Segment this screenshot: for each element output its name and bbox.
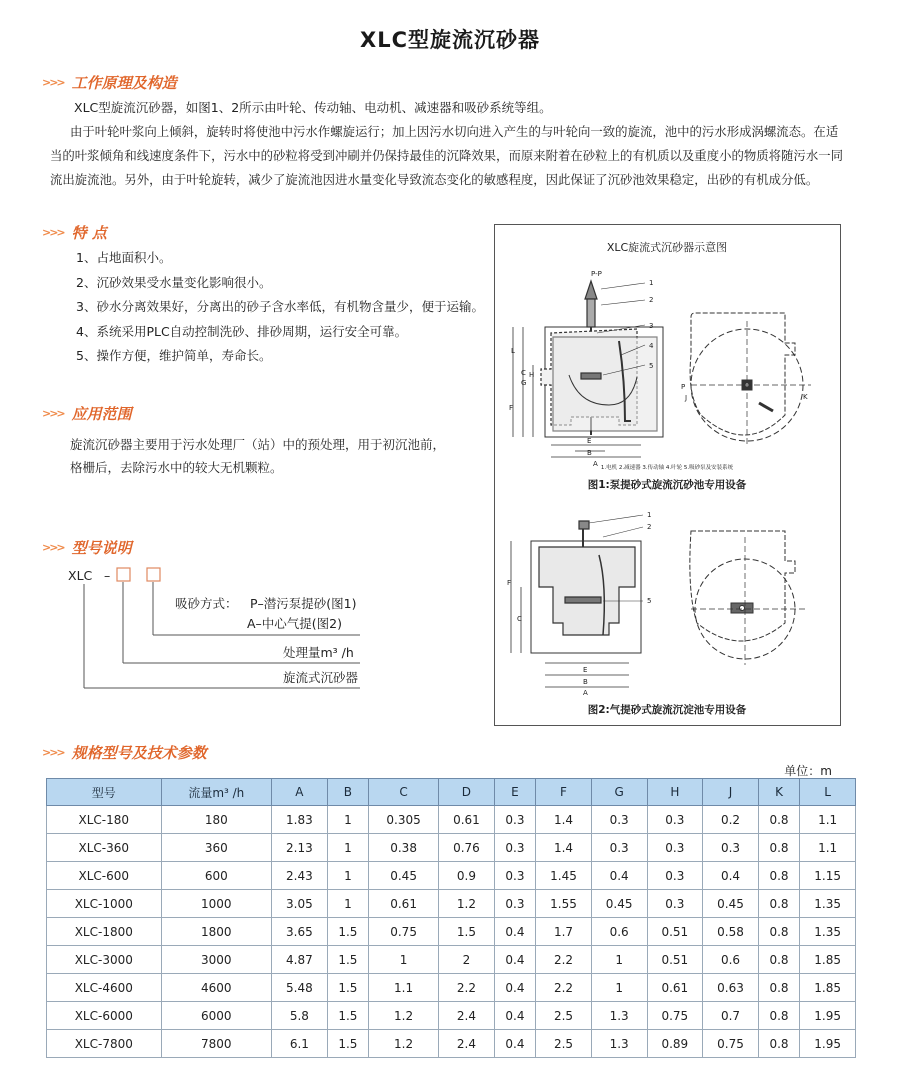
section-bullet-icon: >>> xyxy=(42,406,64,420)
table-cell: 0.2 xyxy=(703,806,759,834)
table-cell: XLC-360 xyxy=(47,834,162,862)
table-cell: 2.4 xyxy=(439,1002,495,1030)
table-cell: 4.87 xyxy=(272,946,328,974)
table-cell: 1 xyxy=(327,834,368,862)
table-cell: 1.95 xyxy=(800,1002,856,1030)
model-code-diagram xyxy=(0,560,480,700)
table-cell: 0.3 xyxy=(647,806,703,834)
table-cell: 0.4 xyxy=(494,974,535,1002)
list-item: 2、沉砂效果受水量变化影响很小。 xyxy=(76,274,272,290)
table-cell: 0.3 xyxy=(647,862,703,890)
spec-table xyxy=(46,778,856,1058)
dim-label: F xyxy=(507,579,512,587)
section-bullet-icon: >>> xyxy=(42,75,64,89)
table-cell: 0.75 xyxy=(369,918,439,946)
table-cell: 1800 xyxy=(161,918,271,946)
table-cell: 0.8 xyxy=(758,918,799,946)
column-header: K xyxy=(758,779,799,806)
dim-label: B xyxy=(587,449,592,457)
table-cell: 1.5 xyxy=(439,918,495,946)
table-cell: 0.9 xyxy=(439,862,495,890)
suction-option-a: A–中心气提(图2) xyxy=(247,616,343,631)
dim-label: L xyxy=(511,347,515,355)
table-cell: 0.75 xyxy=(703,1030,759,1058)
principle-text xyxy=(50,96,843,192)
schematic-drawing xyxy=(495,225,840,725)
dim-label: G xyxy=(521,379,527,387)
table-cell: 2.5 xyxy=(536,1002,592,1030)
table-cell: 1.1 xyxy=(800,806,856,834)
table-row xyxy=(47,890,856,918)
section-bullet-icon: >>> xyxy=(42,540,64,554)
table-cell: 0.305 xyxy=(369,806,439,834)
table-cell: 0.4 xyxy=(591,862,647,890)
table-body xyxy=(47,806,856,1058)
table-cell: 1.2 xyxy=(369,1030,439,1058)
table-cell: 0.89 xyxy=(647,1030,703,1058)
svg-text:J: J xyxy=(685,394,688,402)
column-header: J xyxy=(703,779,759,806)
table-cell: XLC-180 xyxy=(47,806,162,834)
list-item: 4、系统采用PLC自动控制洗砂、排砂周期，运行安全可靠。 xyxy=(76,323,408,339)
table-cell: 2 xyxy=(439,946,495,974)
dim-label: E xyxy=(587,437,592,445)
fig2-plan-view xyxy=(690,531,807,665)
model-prefix: XLC xyxy=(68,568,93,583)
table-cell: 0.8 xyxy=(758,862,799,890)
principle-line: 当的叶浆倾角和线速度条件下，污水中的砂粒将受到冲刷并仍保持最佳的沉降效果，而原来附着在砂粒上的有机质以及重度小的物质将随污水一同 xyxy=(50,148,843,163)
table-row xyxy=(47,1002,856,1030)
table-cell: XLC-6000 xyxy=(47,1002,162,1030)
table-cell: 2.5 xyxy=(536,1030,592,1058)
table-cell: 1 xyxy=(327,862,368,890)
table-cell: 0.51 xyxy=(647,946,703,974)
table-cell: 0.45 xyxy=(703,890,759,918)
application-line: 旋流沉砂器主要用于污水处理厂（站）中的预处理，用于初沉池前， xyxy=(70,437,446,452)
table-cell: 0.58 xyxy=(703,918,759,946)
column-header: D xyxy=(439,779,495,806)
application-text xyxy=(70,433,445,479)
column-header: B xyxy=(327,779,368,806)
table-cell: 0.75 xyxy=(647,1002,703,1030)
table-cell: XLC-1000 xyxy=(47,890,162,918)
section-title: 应用范围 xyxy=(71,404,132,423)
table-cell: 1.1 xyxy=(800,834,856,862)
table-cell: 0.3 xyxy=(647,834,703,862)
section-bullet-icon: >>> xyxy=(42,745,64,759)
table-cell: 1.2 xyxy=(369,1002,439,1030)
type-label: 旋流式沉砂器 xyxy=(283,670,359,685)
svg-text:P: P xyxy=(681,383,686,391)
table-cell: XLC-4600 xyxy=(47,974,162,1002)
table-cell: 0.3 xyxy=(647,890,703,918)
section-title: 型号说明 xyxy=(71,538,132,557)
dim-label: A xyxy=(583,689,588,697)
section-heading-spec xyxy=(42,742,207,762)
table-cell: 5.8 xyxy=(272,1002,328,1030)
dim-label: A xyxy=(593,460,598,468)
table-cell: 2.2 xyxy=(536,946,592,974)
table-cell: 1.5 xyxy=(327,1002,368,1030)
column-header: E xyxy=(494,779,535,806)
column-header: 流量m³ /h xyxy=(161,779,271,806)
table-cell: 0.8 xyxy=(758,974,799,1002)
dim-label: C xyxy=(521,369,526,377)
table-header-row xyxy=(47,779,856,806)
table-cell: 0.61 xyxy=(647,974,703,1002)
table-cell: 1.4 xyxy=(536,834,592,862)
section-heading-principle xyxy=(42,72,177,92)
table-cell: 0.63 xyxy=(703,974,759,1002)
svg-text:5: 5 xyxy=(647,597,652,605)
table-cell: 0.38 xyxy=(369,834,439,862)
table-cell: 0.3 xyxy=(494,862,535,890)
svg-text:3: 3 xyxy=(649,322,654,330)
svg-text:2: 2 xyxy=(649,296,654,304)
unit-label: 单位：m xyxy=(784,764,832,778)
svg-text:1: 1 xyxy=(647,511,652,519)
table-cell: 0.8 xyxy=(758,1030,799,1058)
table-cell: 1.7 xyxy=(536,918,592,946)
principle-line: 流出旋流池。另外，由于叶轮旋转，减少了旋流池因进水量变化导致流态变化的敏感程度，因此保证了沉砂池效果稳定，出砂的有机成分低。 xyxy=(50,172,819,187)
table-cell: 0.6 xyxy=(591,918,647,946)
model-box-suction xyxy=(147,568,160,581)
table-cell: 1.45 xyxy=(536,862,592,890)
table-cell: 1000 xyxy=(161,890,271,918)
table-cell: 1.1 xyxy=(369,974,439,1002)
table-cell: 1.5 xyxy=(327,946,368,974)
table-row xyxy=(47,1030,856,1058)
table-cell: 1.4 xyxy=(536,806,592,834)
table-cell: 0.4 xyxy=(494,1002,535,1030)
table-cell: 0.8 xyxy=(758,834,799,862)
fig1-section-view xyxy=(513,270,663,457)
section-title: 特 点 xyxy=(71,223,107,242)
section-heading-features xyxy=(42,222,107,242)
table-cell: 1.5 xyxy=(327,1030,368,1058)
table-cell: 180 xyxy=(161,806,271,834)
suction-option-p: P–潜污泵提砂(图1) xyxy=(250,596,357,611)
column-header: L xyxy=(800,779,856,806)
fig2-caption: 图2:气提砂式旋流沉淀池专用设备 xyxy=(587,704,747,716)
schematic-title: XLC旋流式沉砂器示意图 xyxy=(606,241,728,254)
section-title: 规格型号及技术参数 xyxy=(71,743,207,762)
application-line: 格栅后，去除污水中的较大无机颗粒。 xyxy=(70,460,283,475)
table-cell: 1 xyxy=(327,890,368,918)
schematic-figure xyxy=(494,224,841,726)
table-cell: 1.5 xyxy=(327,974,368,1002)
table-cell: 1.5 xyxy=(327,918,368,946)
fig1-plan-view xyxy=(681,313,811,445)
model-box-capacity xyxy=(117,568,130,581)
column-header: G xyxy=(591,779,647,806)
list-item: 3、砂水分离效果好，分离出的砂子含水率低，有机物含量少，便于运输。 xyxy=(76,299,484,314)
principle-line: XLC型旋流沉砂器，如图1、2所示由叶轮、传动轴、电动机、减速器和吸砂系统等组。 xyxy=(74,100,552,115)
page-title: XLC型旋流沉砂器 xyxy=(360,28,540,52)
fig1-legend: 1.电机 2.减速器 3.传动轴 4.叶轮 5.吸砂泵及安装系统 xyxy=(600,465,734,471)
table-cell: 0.7 xyxy=(703,1002,759,1030)
table-cell: XLC-600 xyxy=(47,862,162,890)
table-cell: 0.4 xyxy=(494,946,535,974)
table-cell: 1.85 xyxy=(800,946,856,974)
suction-label: 吸砂方式： xyxy=(175,596,238,611)
table-cell: 0.8 xyxy=(758,1002,799,1030)
table-cell: 3.05 xyxy=(272,890,328,918)
table-cell: 0.8 xyxy=(758,806,799,834)
table-cell: 0.3 xyxy=(591,806,647,834)
table-cell: 1.85 xyxy=(800,974,856,1002)
table-cell: 1 xyxy=(369,946,439,974)
table-cell: 0.51 xyxy=(647,918,703,946)
table-row xyxy=(47,862,856,890)
table-cell: 0.3 xyxy=(591,834,647,862)
table-cell: 1.55 xyxy=(536,890,592,918)
table-cell: 0.45 xyxy=(369,862,439,890)
table-cell: 1.35 xyxy=(800,890,856,918)
table-cell: XLC-3000 xyxy=(47,946,162,974)
table-cell: 4600 xyxy=(161,974,271,1002)
table-cell: 0.3 xyxy=(703,834,759,862)
table-cell: 600 xyxy=(161,862,271,890)
table-cell: 0.8 xyxy=(758,946,799,974)
table-cell: 0.3 xyxy=(494,834,535,862)
table-row xyxy=(47,918,856,946)
table-cell: 0.3 xyxy=(494,806,535,834)
svg-text:K: K xyxy=(803,393,808,401)
table-cell: 0.45 xyxy=(591,890,647,918)
section-heading-application xyxy=(42,403,132,423)
table-cell: 0.4 xyxy=(703,862,759,890)
table-cell: 3.65 xyxy=(272,918,328,946)
table-cell: 0.76 xyxy=(439,834,495,862)
table-cell: 1 xyxy=(591,946,647,974)
table-cell: 0.61 xyxy=(439,806,495,834)
features-list xyxy=(76,246,484,369)
principle-line: 由于叶轮叶浆向上倾斜，旋转时将使池中污水作螺旋运行；加上因污水切向进入产生的与叶轮向一致的旋流，池中的污水形成涡螺流态。在适 xyxy=(70,124,839,139)
table-row xyxy=(47,946,856,974)
column-header: H xyxy=(647,779,703,806)
table-cell: 6.1 xyxy=(272,1030,328,1058)
fig1-caption: 图1:泵提砂式旋流沉砂池专用设备 xyxy=(587,479,747,491)
table-cell: 0.8 xyxy=(758,890,799,918)
column-header: A xyxy=(272,779,328,806)
section-heading-model xyxy=(42,537,132,557)
label-pp: P-P xyxy=(591,270,602,278)
table-cell: 2.2 xyxy=(536,974,592,1002)
dim-label: H xyxy=(529,371,535,379)
table-row xyxy=(47,834,856,862)
table-cell: 6000 xyxy=(161,1002,271,1030)
table-cell: 1 xyxy=(591,974,647,1002)
table-cell: 1.2 xyxy=(439,890,495,918)
column-header: 型号 xyxy=(47,779,162,806)
table-cell: 2.13 xyxy=(272,834,328,862)
table-cell: 2.2 xyxy=(439,974,495,1002)
table-cell: XLC-7800 xyxy=(47,1030,162,1058)
section-title: 工作原理及构造 xyxy=(71,73,177,92)
table-cell: 1.3 xyxy=(591,1030,647,1058)
table-row xyxy=(47,974,856,1002)
table-cell: 1.35 xyxy=(800,918,856,946)
table-row xyxy=(47,806,856,834)
table-cell: 0.3 xyxy=(494,890,535,918)
table-cell: 0.61 xyxy=(369,890,439,918)
table-cell: 0.4 xyxy=(494,1030,535,1058)
dim-label: F xyxy=(509,404,514,412)
table-cell: 5.48 xyxy=(272,974,328,1002)
table-cell: 1 xyxy=(327,806,368,834)
table-cell: 1.15 xyxy=(800,862,856,890)
table-cell: 0.4 xyxy=(494,918,535,946)
table-cell: 1.3 xyxy=(591,1002,647,1030)
table-cell: 2.43 xyxy=(272,862,328,890)
svg-text:1: 1 xyxy=(649,279,654,287)
table-cell: 0.6 xyxy=(703,946,759,974)
table-cell: 1.83 xyxy=(272,806,328,834)
dim-label: B xyxy=(583,678,588,686)
table-cell: 360 xyxy=(161,834,271,862)
dim-label: C xyxy=(517,615,522,623)
column-header: F xyxy=(536,779,592,806)
table-cell: 2.4 xyxy=(439,1030,495,1058)
section-bullet-icon: >>> xyxy=(42,225,64,239)
list-item: 5、操作方便，维护简单，寿命长。 xyxy=(76,348,272,363)
table-cell: XLC-1800 xyxy=(47,918,162,946)
table-cell: 3000 xyxy=(161,946,271,974)
column-header: C xyxy=(369,779,439,806)
svg-text:4: 4 xyxy=(649,342,654,350)
svg-text:5: 5 xyxy=(649,362,654,370)
model-dash: – xyxy=(104,568,111,583)
table-cell: 1.95 xyxy=(800,1030,856,1058)
list-item: 1、占地面积小。 xyxy=(76,250,172,265)
fig2-section-view xyxy=(511,515,643,687)
dim-label: E xyxy=(583,666,588,674)
svg-text:2: 2 xyxy=(647,523,652,531)
table-cell: 7800 xyxy=(161,1030,271,1058)
capacity-label: 处理量m³ /h xyxy=(283,645,354,660)
